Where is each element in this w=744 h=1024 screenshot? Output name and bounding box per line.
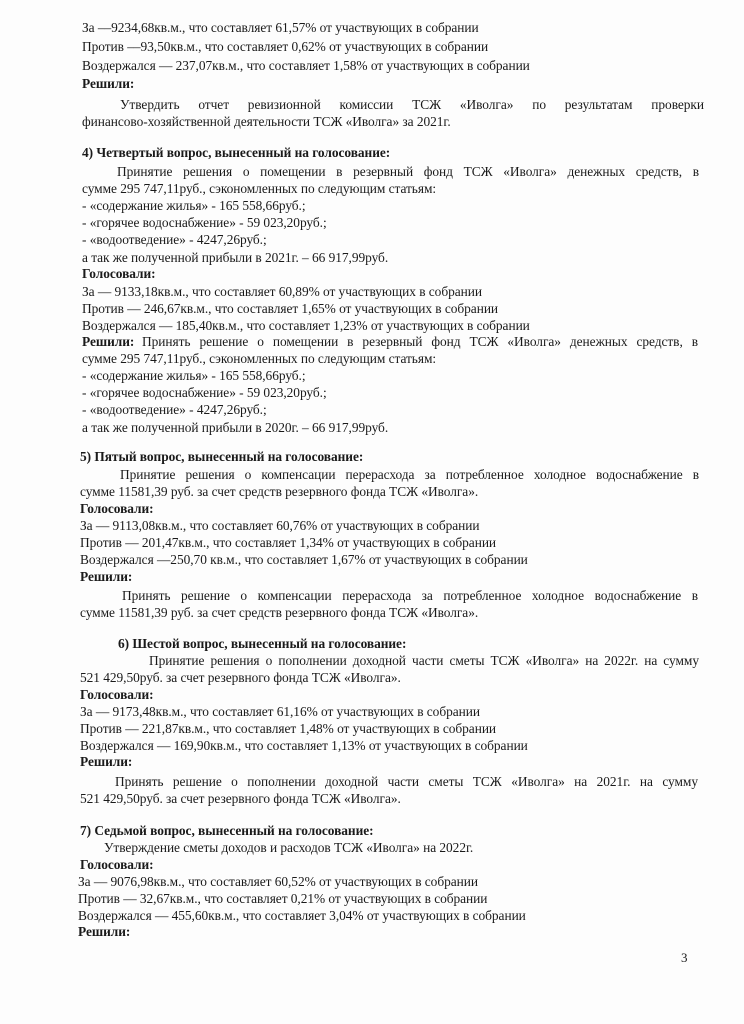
question-text: сумме 295 747,11руб., сэкономленных по следующим статьям: [82,181,437,196]
vote-against-line: Против — 32,67кв.м., что составляет 0,21% от участвующих в собрании [78,891,488,906]
vote-for-line: За — 9076,98кв.м., что составляет 60,52% от участвующих в собрании [78,874,478,889]
list-item: - «горячее водоснабжение» - 59 023,20руб.; [82,215,327,230]
voted-heading: Голосовали: [82,266,156,281]
question-heading: 7) Седьмой вопрос, вынесенный на голосование: [80,823,374,838]
decision-text: финансово-хозяйственной деятельности ТСЖ «Иволга» за 2021г. [82,114,451,129]
question-heading: 4) Четвертый вопрос, вынесенный на голосование: [82,145,391,160]
vote-abstain-line: Воздержался —250,70 кв.м., что составляет 1,67% от участвующих в собрании [80,552,528,567]
question-text: сумме 11581,39 руб. за счет средств резервного фонда ТСЖ «Иволга». [80,484,479,499]
vote-for-line: За ––9234,68кв.м., что составляет 61,57% от участвующих в собрании [82,20,479,35]
decision-text: Принять решение о компенсации перерасхода за потребленное холодное водоснабжение в [122,588,698,603]
vote-abstain-line: Воздержался — 237,07кв.м., что составляет 1,58% от участвующих в собрании [82,58,530,73]
question-text: Принятие решения о помещении в резервный фонд ТСЖ «Иволга» денежных средств, в [117,164,699,179]
vote-against-line: Против — 201,47кв.м., что составляет 1,34% от участвующих в собрании [80,535,497,550]
voted-heading: Голосовали: [80,501,154,516]
vote-for-line: За — 9173,48кв.м., что составляет 61,16% от участвующих в собрании [80,704,480,719]
page-number: 3 [681,950,688,965]
vote-abstain-line: Воздержался — 455,60кв.м., что составляет 3,04% от участвующих в собрании [78,908,526,923]
decision-text: сумме 11581,39 руб. за счет средств резервного фонда ТСЖ «Иволга». [80,605,479,620]
decision-text: Утвердить отчет ревизионной комиссии ТСЖ «Иволга» по результатам проверки [120,97,704,112]
vote-for-line: За — 9113,08кв.м., что составляет 60,76% от участвующих в собрании [80,518,480,533]
list-item: - «содержание жилья» - 165 558,66руб.; [82,368,306,383]
decided-heading: Решили: [80,569,133,584]
decision-text: 521 429,50руб. за счет резервного фонда ТСЖ «Иволга». [80,791,401,806]
list-item: - «содержание жилья» - 165 558,66руб.; [82,198,306,213]
list-item: - «водоотведение» - 4247,26руб.; [82,232,267,247]
decision-text: а так же полученной прибыли в 2020г. – 66 917,99руб. [82,420,389,435]
vote-abstain-line: Воздержался — 185,40кв.м., что составляет 1,23% от участвующих в собрании [82,318,530,333]
decision-text: Принять решение о помещении в резервный фонд ТСЖ «Иволга» денежных средств, в [142,334,698,349]
question-heading: 5) Пятый вопрос, вынесенный на голосование: [80,449,364,464]
question-text: а так же полученной прибыли в 2021г. – 66 917,99руб. [82,250,389,265]
decision-text: Принять решение о пополнении доходной части сметы ТСЖ «Иволга» на 2021г. на сумму [115,774,698,789]
question-text: Утверждение сметы доходов и расходов ТСЖ «Иволга» на 2022г. [104,840,474,855]
question-text: Принятие решения о пополнении доходной части сметы ТСЖ «Иволга» на 2022г. на сумму [149,653,699,668]
decided-heading: Решили: [78,924,131,939]
list-item: - «водоотведение» - 4247,26руб.; [82,402,267,417]
decided-heading: Решили: [82,334,135,349]
voted-heading: Голосовали: [80,687,154,702]
list-item: - «горячее водоснабжение» - 59 023,20руб.; [82,385,327,400]
decided-heading: Решили: [82,76,135,91]
vote-abstain-line: Воздержался — 169,90кв.м., что составляет 1,13% от участвующих в собрании [80,738,528,753]
question-text: 521 429,50руб. за счет резервного фонда ТСЖ «Иволга». [80,670,401,685]
decision-text: сумме 295 747,11руб., сэкономленных по следующим статьям: [82,351,437,366]
vote-against-line: Против — 246,67кв.м., что составляет 1,65% от участвующих в собрании [82,301,499,316]
voted-heading: Голосовали: [80,857,154,872]
vote-for-line: За — 9133,18кв.м., что составляет 60,89% от участвующих в собрании [82,284,482,299]
vote-against-line: Против — 221,87кв.м., что составляет 1,48% от участвующих в собрании [80,721,497,736]
question-text: Принятие решения о компенсации перерасхода за потребленное холодное водоснабжение в [120,467,699,482]
vote-against-line: Против ––93,50кв.м., что составляет 0,62% от участвующих в собрании [82,39,489,54]
question-heading: 6) Шестой вопрос, вынесенный на голосование: [118,636,407,651]
decided-heading: Решили: [80,754,133,769]
